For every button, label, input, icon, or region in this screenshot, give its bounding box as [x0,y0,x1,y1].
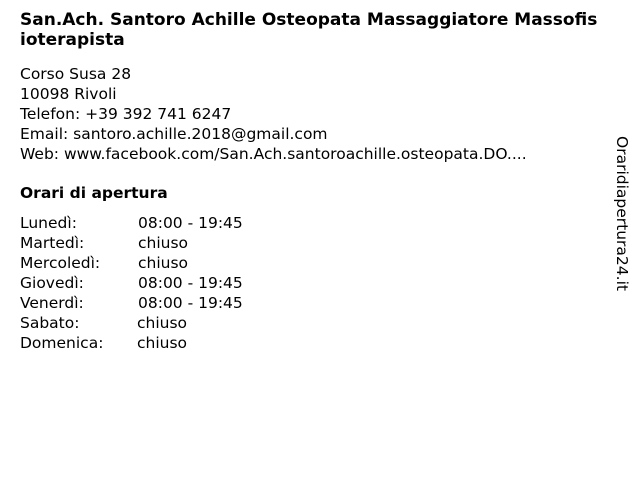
hours-value: chiuso [137,314,188,332]
site-watermark [612,136,632,308]
hours-value: chiuso [138,234,189,252]
website-link[interactable]: Web: www.facebook.com/San.Ach.santoroachille.osteopata.DO.... [20,145,527,163]
hours-value: 08:00 - 19:45 [138,294,243,312]
postal-city: 10098 Rivoli [20,85,117,103]
hours-value: chiuso [137,334,188,352]
day-label: Martedì: [20,234,85,252]
contact-block [20,64,610,164]
day-label: Giovedì: [20,274,84,292]
opening-hours-heading: Orari di apertura [20,184,168,202]
day-label: Venerdì: [20,294,84,312]
hours-value: 08:00 - 19:45 [138,274,243,292]
day-label: Mercoledì: [20,254,101,272]
business-name: San.Ach. Santoro Achille Osteopata Massaggiatore Massofisioterapista [20,10,598,50]
watermark-text: Oraridiapertura24.it [613,136,631,291]
hours-value: 08:00 - 19:45 [138,214,243,232]
street-address: Corso Susa 28 [20,65,132,83]
hours-value: chiuso [138,254,189,272]
day-label: Sabato: [20,314,80,332]
day-label: Domenica: [20,334,104,352]
day-label: Lunedì: [20,214,77,232]
phone-number: Telefon: +39 392 741 6247 [20,105,232,123]
email-address: Email: santoro.achille.2018@gmail.com [20,125,328,143]
